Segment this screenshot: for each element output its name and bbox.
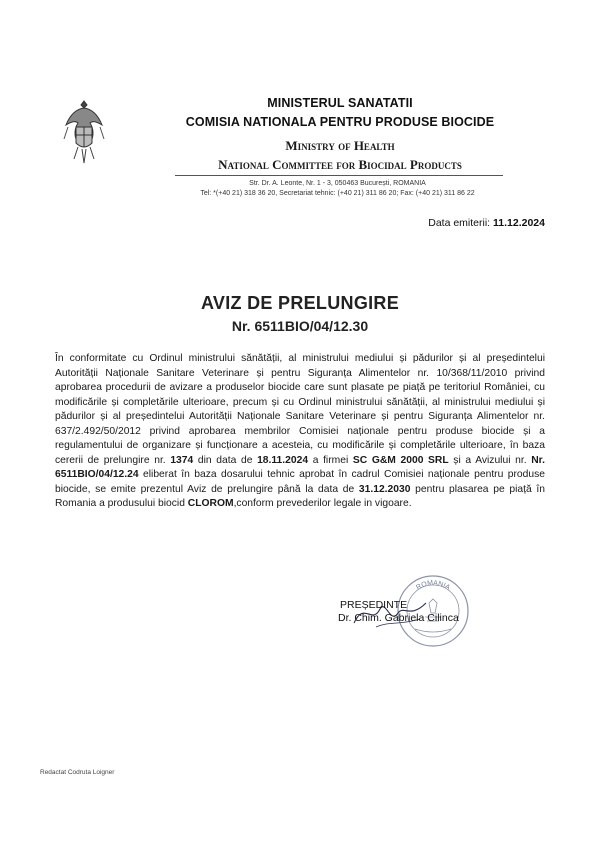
document-title: AVIZ DE PRELUNGIRE [200,293,400,313]
body-paragraph [55,352,545,512]
ministry-name-ro: MINISTERUL SANATATII [267,96,413,110]
signatory-title: PREȘEDINTE [340,599,408,611]
header-divider [175,175,503,176]
drafted-by-note: Redactat Codruta Loigner [40,769,115,776]
body-text-2: din data de [193,454,258,466]
issue-date-value: 11.12.2024 [493,217,545,229]
product-name: CLOROM [187,498,234,509]
body-text-4: și a Avizului nr. [448,454,532,466]
commission-name-ro: COMISIA NATIONALA PENTRU PRODUSE BIOCIDE [185,115,495,129]
body-text-3: a firmei [308,454,353,466]
address: Str. Dr. A. Leonte, Nr. 1 - 3, 050463 București, ROMANIA [249,180,426,187]
body-text-6: pentru plasarea pe piață în Romania a produsului biocid [55,483,545,509]
valid-until-date: 31.12.2030 [358,483,411,495]
svg-text:ROMANIA: ROMANIA [415,579,452,592]
issue-date-label: Data emiterii: [428,217,491,229]
ministry-name-en: Ministry of Health [285,138,395,153]
body-text-7: ,conform prevederilor legale in vigoare. [233,498,412,509]
request-date: 18.11.2024 [257,454,309,466]
document-number: Nr. 6511BIO/04/12.30 [231,318,369,334]
issue-date [428,217,545,229]
commission-name-en: National Committee for Biocidal Products [218,157,462,172]
signatory-name: Dr. Chim. Gabriela Cilinca [338,612,459,624]
request-number: 1374 [170,454,194,466]
aviz-number: Nr. 6511BIO/04/12.24 [55,454,545,480]
company-name: SC G&M 2000 SRL [352,454,449,466]
phone-numbers: Tel: *(+40 21) 318 36 20, Secretariat tehnic: (+40 21) 311 86 20; Fax: (+40 21) 311 86 22 [200,190,475,197]
coat-of-arms-icon [62,97,106,167]
body-text-5: eliberat în baza dosarului tehnic aprobat în cadrul Comisiei naționale pentru produse biocide, se emite prezentul Aviz de prelungire până la data de [55,469,545,495]
body-text-1: În conformitate cu Ordinul ministrului sănătății, al ministrului mediului și pădurilor și al președintelui Autorității Naționale Sanitare Veterinare și pentru Siguranța Alimentelor nr. 10/368/11/2010 privind aprobarea procedurii de avizare a produselor biocide care sunt plasate pe piață pe teritoriul României, cu modificările și completările ulterioare, precum și cu Ordinul ministrului sănătății, al ministrului mediului și pădurilor și al președintelui Autorității Naționale Sanitare Veterinare și pentru Siguranța Alimentelor nr. 637/2.492/50/2012 privind aprobarea membrilor Comisiei naționale pentru produse biocide și a regulamentului de organizare și funcționare a acesteia, cu modificările și completările ulterioare, în baza cererii de prelungire nr. [55,353,545,466]
